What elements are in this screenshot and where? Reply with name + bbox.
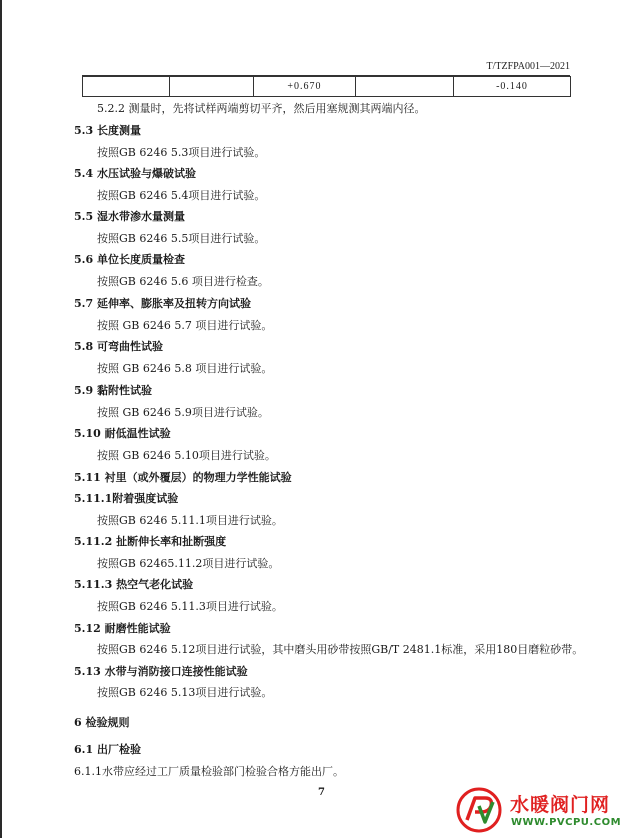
paragraph: 按照 GB 6246 5.10项目进行试验。 <box>97 449 276 462</box>
paragraph: 按照GB 6246 5.5项目进行试验。 <box>97 232 266 245</box>
heading-5-8: 5.8 可弯曲性试验 <box>74 340 163 353</box>
paragraph: 按照GB 6246 5.6 项目进行检查。 <box>97 275 269 288</box>
watermark <box>455 786 625 836</box>
paragraph: 按照 GB 6246 5.8 项目进行试验。 <box>97 362 273 375</box>
table-cell: +0.670 <box>254 77 356 97</box>
spec-table <box>82 76 571 97</box>
heading-6-1: 6.1 出厂检验 <box>74 743 141 756</box>
heading-5-13: 5.13 水带与消防接口连接性能试验 <box>74 665 248 678</box>
paragraph: 按照 GB 6246 5.9项目进行试验。 <box>97 406 269 419</box>
document-code: T/TZFPA001—2021 <box>486 61 570 72</box>
paragraph: 按照GB 6246 5.4项目进行试验。 <box>97 189 266 202</box>
heading-5-3: 5.3 长度测量 <box>74 124 141 137</box>
page-number: 7 <box>318 787 325 798</box>
heading-5-5: 5.5 湿水带渗水量测量 <box>74 210 185 223</box>
paragraph: 按照GB 6246 5.13项目进行试验。 <box>97 686 273 699</box>
paragraph-5-12: 按照GB 6246 5.12项目进行试验，其中磨头用砂带按照GB/T 2481.1标准，采用180目磨粒砂带。 <box>97 643 584 656</box>
table-cell: -0.140 <box>454 77 571 97</box>
paragraph: 按照GB 6246 5.3项目进行试验。 <box>97 146 266 159</box>
heading-5-11-1: 5.11.1附着强度试验 <box>74 492 179 505</box>
paragraph: 按照GB 62465.11.2项目进行试验。 <box>97 557 280 570</box>
heading-6: 6 检验规则 <box>74 716 130 729</box>
heading-5-4: 5.4 水压试验与爆破试验 <box>74 167 196 180</box>
heading-5-10: 5.10 耐低温性试验 <box>74 427 171 440</box>
watermark-url: WWW.PVCPU.COM <box>511 817 622 828</box>
heading-5-11: 5.11 衬里（或外覆层）的物理力学性能试验 <box>74 471 292 484</box>
paragraph: 按照GB 6246 5.11.3项目进行试验。 <box>97 600 283 613</box>
heading-5-12: 5.12 耐磨性能试验 <box>74 622 171 635</box>
table-row <box>83 77 571 97</box>
heading-5-9: 5.9 黏附性试验 <box>74 384 152 397</box>
watermark-title: 水暖阀门网 <box>510 794 611 816</box>
paragraph-6-1-1: 6.1.1水带应经过工厂质量检验部门检验合格方能出厂。 <box>74 765 344 778</box>
paragraph: 按照GB 6246 5.11.1项目进行试验。 <box>97 514 283 527</box>
table-cell <box>356 77 454 97</box>
heading-5-7: 5.7 延伸率、膨胀率及扭转方向试验 <box>74 297 251 310</box>
page-left-border <box>0 0 2 838</box>
table-cell <box>170 77 254 97</box>
table-cell <box>83 77 170 97</box>
heading-5-11-3: 5.11.3 热空气老化试验 <box>74 578 194 591</box>
paragraph: 按照 GB 6246 5.7 项目进行试验。 <box>97 319 273 332</box>
paragraph-5-2-2: 5.2.2 测量时，先将试样两端剪切平齐，然后用塞规测其两端内径。 <box>97 102 426 115</box>
heading-5-11-2: 5.11.2 扯断伸长率和扯断强度 <box>74 535 227 548</box>
heading-5-6: 5.6 单位长度质量检查 <box>74 253 185 266</box>
pv-logo-icon <box>455 786 503 834</box>
